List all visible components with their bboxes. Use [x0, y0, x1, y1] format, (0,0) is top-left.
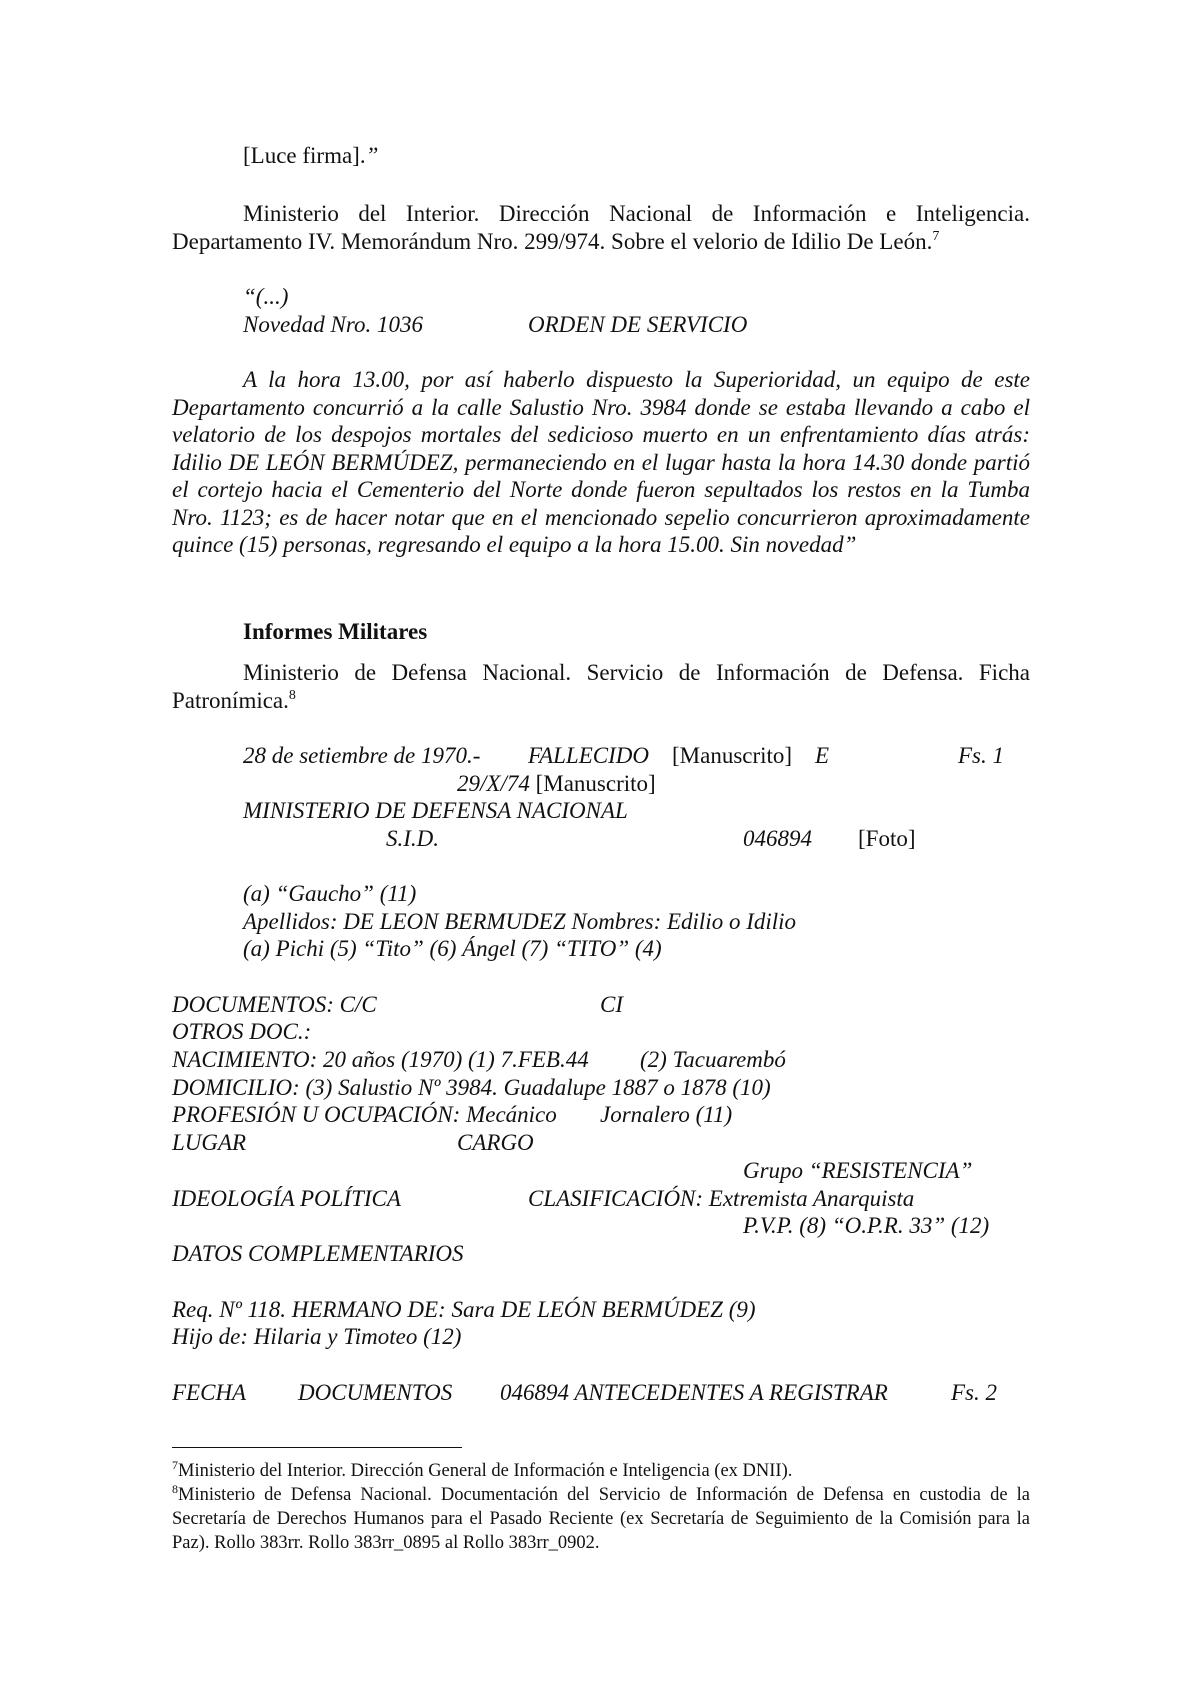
- ficha-fallecido: FALLECIDO: [528, 743, 649, 768]
- memo-text: Ministerio del Interior. Dirección Nacional de Información e Inteligencia. Departamento IV. Memorándum Nro. 299/974. Sobre el velorio de Idilio De León.: [172, 201, 1030, 254]
- ficha-fs1: Fs. 1: [958, 743, 1004, 768]
- ficha-foto: [Foto]: [858, 826, 916, 851]
- ficha-manuscrito-1: [Manuscrito]: [672, 743, 793, 768]
- ficha-clasificacion: CLASIFICACIÓN: Extremista Anarquista: [528, 1186, 915, 1211]
- luce-firma: [Luce firma].: [243, 143, 366, 168]
- ficha-profesion: PROFESIÓN U OCUPACIÓN: Mecánico: [172, 1102, 557, 1127]
- section-heading: Informes Militares: [243, 619, 428, 644]
- ficha-documentos: DOCUMENTOS: C/C: [172, 992, 377, 1017]
- ficha-sid: S.I.D.: [386, 826, 440, 851]
- ficha-date2: 29/X/74: [457, 771, 530, 796]
- ficha-ministerio: MINISTERIO DE DEFENSA NACIONAL: [243, 798, 628, 823]
- luce-firma-line: [243, 142, 378, 170]
- ficha-date: 28 de setiembre de 1970.-: [243, 743, 481, 768]
- ficha-pvp: P.V.P. (8) “O.P.R. 33” (12): [743, 1213, 990, 1238]
- ficha-apellidos: Apellidos: DE LEON BERMUDEZ Nombres: Edilio o Idilio: [243, 909, 797, 934]
- ficha-alias1: (a) “Gaucho” (11): [243, 881, 417, 906]
- ficha-antecedentes: 046894 ANTECEDENTES A REGISTRAR: [500, 1380, 888, 1405]
- ficha-ci: CI: [600, 992, 623, 1017]
- ficha-grupo: Grupo “RESISTENCIA”: [743, 1158, 973, 1183]
- novedad: Novedad Nro. 1036: [243, 312, 423, 337]
- ficha-domicilio: DOMICILIO: (3) Salustio Nº 3984. Guadalupe 1887 o 1878 (10): [172, 1075, 771, 1100]
- military-paragraph: [172, 659, 1030, 714]
- ficha-number: 046894: [743, 826, 812, 851]
- memo-open: “(...): [243, 284, 289, 309]
- memo-paragraph: [172, 200, 1030, 255]
- ficha-fs2: Fs. 2: [951, 1380, 997, 1405]
- footnote-7-number: 7: [172, 1458, 178, 1472]
- orden-de-servicio: ORDEN DE SERVICIO: [528, 312, 748, 337]
- ficha-date2-line: [457, 770, 656, 798]
- ficha-lugar: LUGAR: [172, 1130, 247, 1155]
- footnote-7-text: Ministerio del Interior. Dirección General de Información e Inteligencia (ex DNII).: [178, 1461, 793, 1481]
- memo-body-text: A la hora 13.00, por así haberlo dispuesto la Superioridad, un equipo de este Departamento concurrió a la calle Salustio Nro. 3984 donde se estaba llevando a cabo el velatorio de los despojos mortales del sedicioso muerto en un enfrentamiento días atrás: Idilio DE LEÓN BERMÚDEZ, permaneciendo en el lugar hasta la hora 14.30 donde partió el cortejo hacia el Cementerio del Norte donde fueron sepultados los restos en la Tumba Nro. 1123; es de hacer notar que en el mencionado sepelio concurrieron aproximadamente quince (15) personas, regresando el equipo a la hora 15.00. Sin novedad”: [172, 367, 1030, 557]
- closing-quote: ”: [365, 143, 379, 168]
- ficha-cargo: CARGO: [457, 1130, 534, 1155]
- ficha-hijo: Hijo de: Hilaria y Timoteo (12): [172, 1324, 462, 1349]
- footnote-8-text: Ministerio de Defensa Nacional. Documentación del Servicio de Información de Defensa en custodia de la Secretaría de Derechos Humanos para el Pasado Reciente (ex Secretaría de Seguimiento de la Comisión para la Paz). Rollo 383rr. Rollo 383rr_0895 al Rollo 383rr_0902.: [172, 1485, 1030, 1553]
- footnote-ref-8: 8: [288, 687, 296, 703]
- footnote-7: [172, 1459, 1030, 1483]
- ficha-alias2: (a) Pichi (5) “Tito” (6) Ángel (7) “TITO” (4): [243, 936, 662, 961]
- military-text: Ministerio de Defensa Nacional. Servicio de Información de Defensa. Ficha Patronímica.: [172, 660, 1030, 713]
- ficha-req: Req. Nº 118. HERMANO DE: Sara DE LEÓN BERMÚDEZ (9): [172, 1297, 756, 1322]
- ficha-nacimiento: NACIMIENTO: 20 años (1970) (1) 7.FEB.44: [172, 1047, 589, 1072]
- ficha-manuscrito-2: [Manuscrito]: [535, 771, 656, 796]
- footnote-8-number: 8: [172, 1482, 178, 1496]
- ficha-otros-doc: OTROS DOC.:: [172, 1019, 312, 1044]
- footnote-8: [172, 1483, 1030, 1555]
- ficha-lugar-nacimiento: (2) Tacuarembó: [640, 1047, 786, 1072]
- footnote-ref-7: 7: [932, 228, 940, 244]
- memo-body: [172, 366, 1030, 559]
- ficha-e: E: [815, 743, 830, 768]
- ficha-documentos-2: DOCUMENTOS: [298, 1380, 453, 1405]
- ficha-datos-complementarios: DATOS COMPLEMENTARIOS: [172, 1241, 464, 1266]
- footnote-divider: [172, 1447, 462, 1448]
- ficha-ideologia: IDEOLOGÍA POLÍTICA: [172, 1186, 401, 1211]
- ficha-fecha: FECHA: [172, 1380, 247, 1405]
- ficha-jornalero: Jornalero (11): [600, 1102, 733, 1127]
